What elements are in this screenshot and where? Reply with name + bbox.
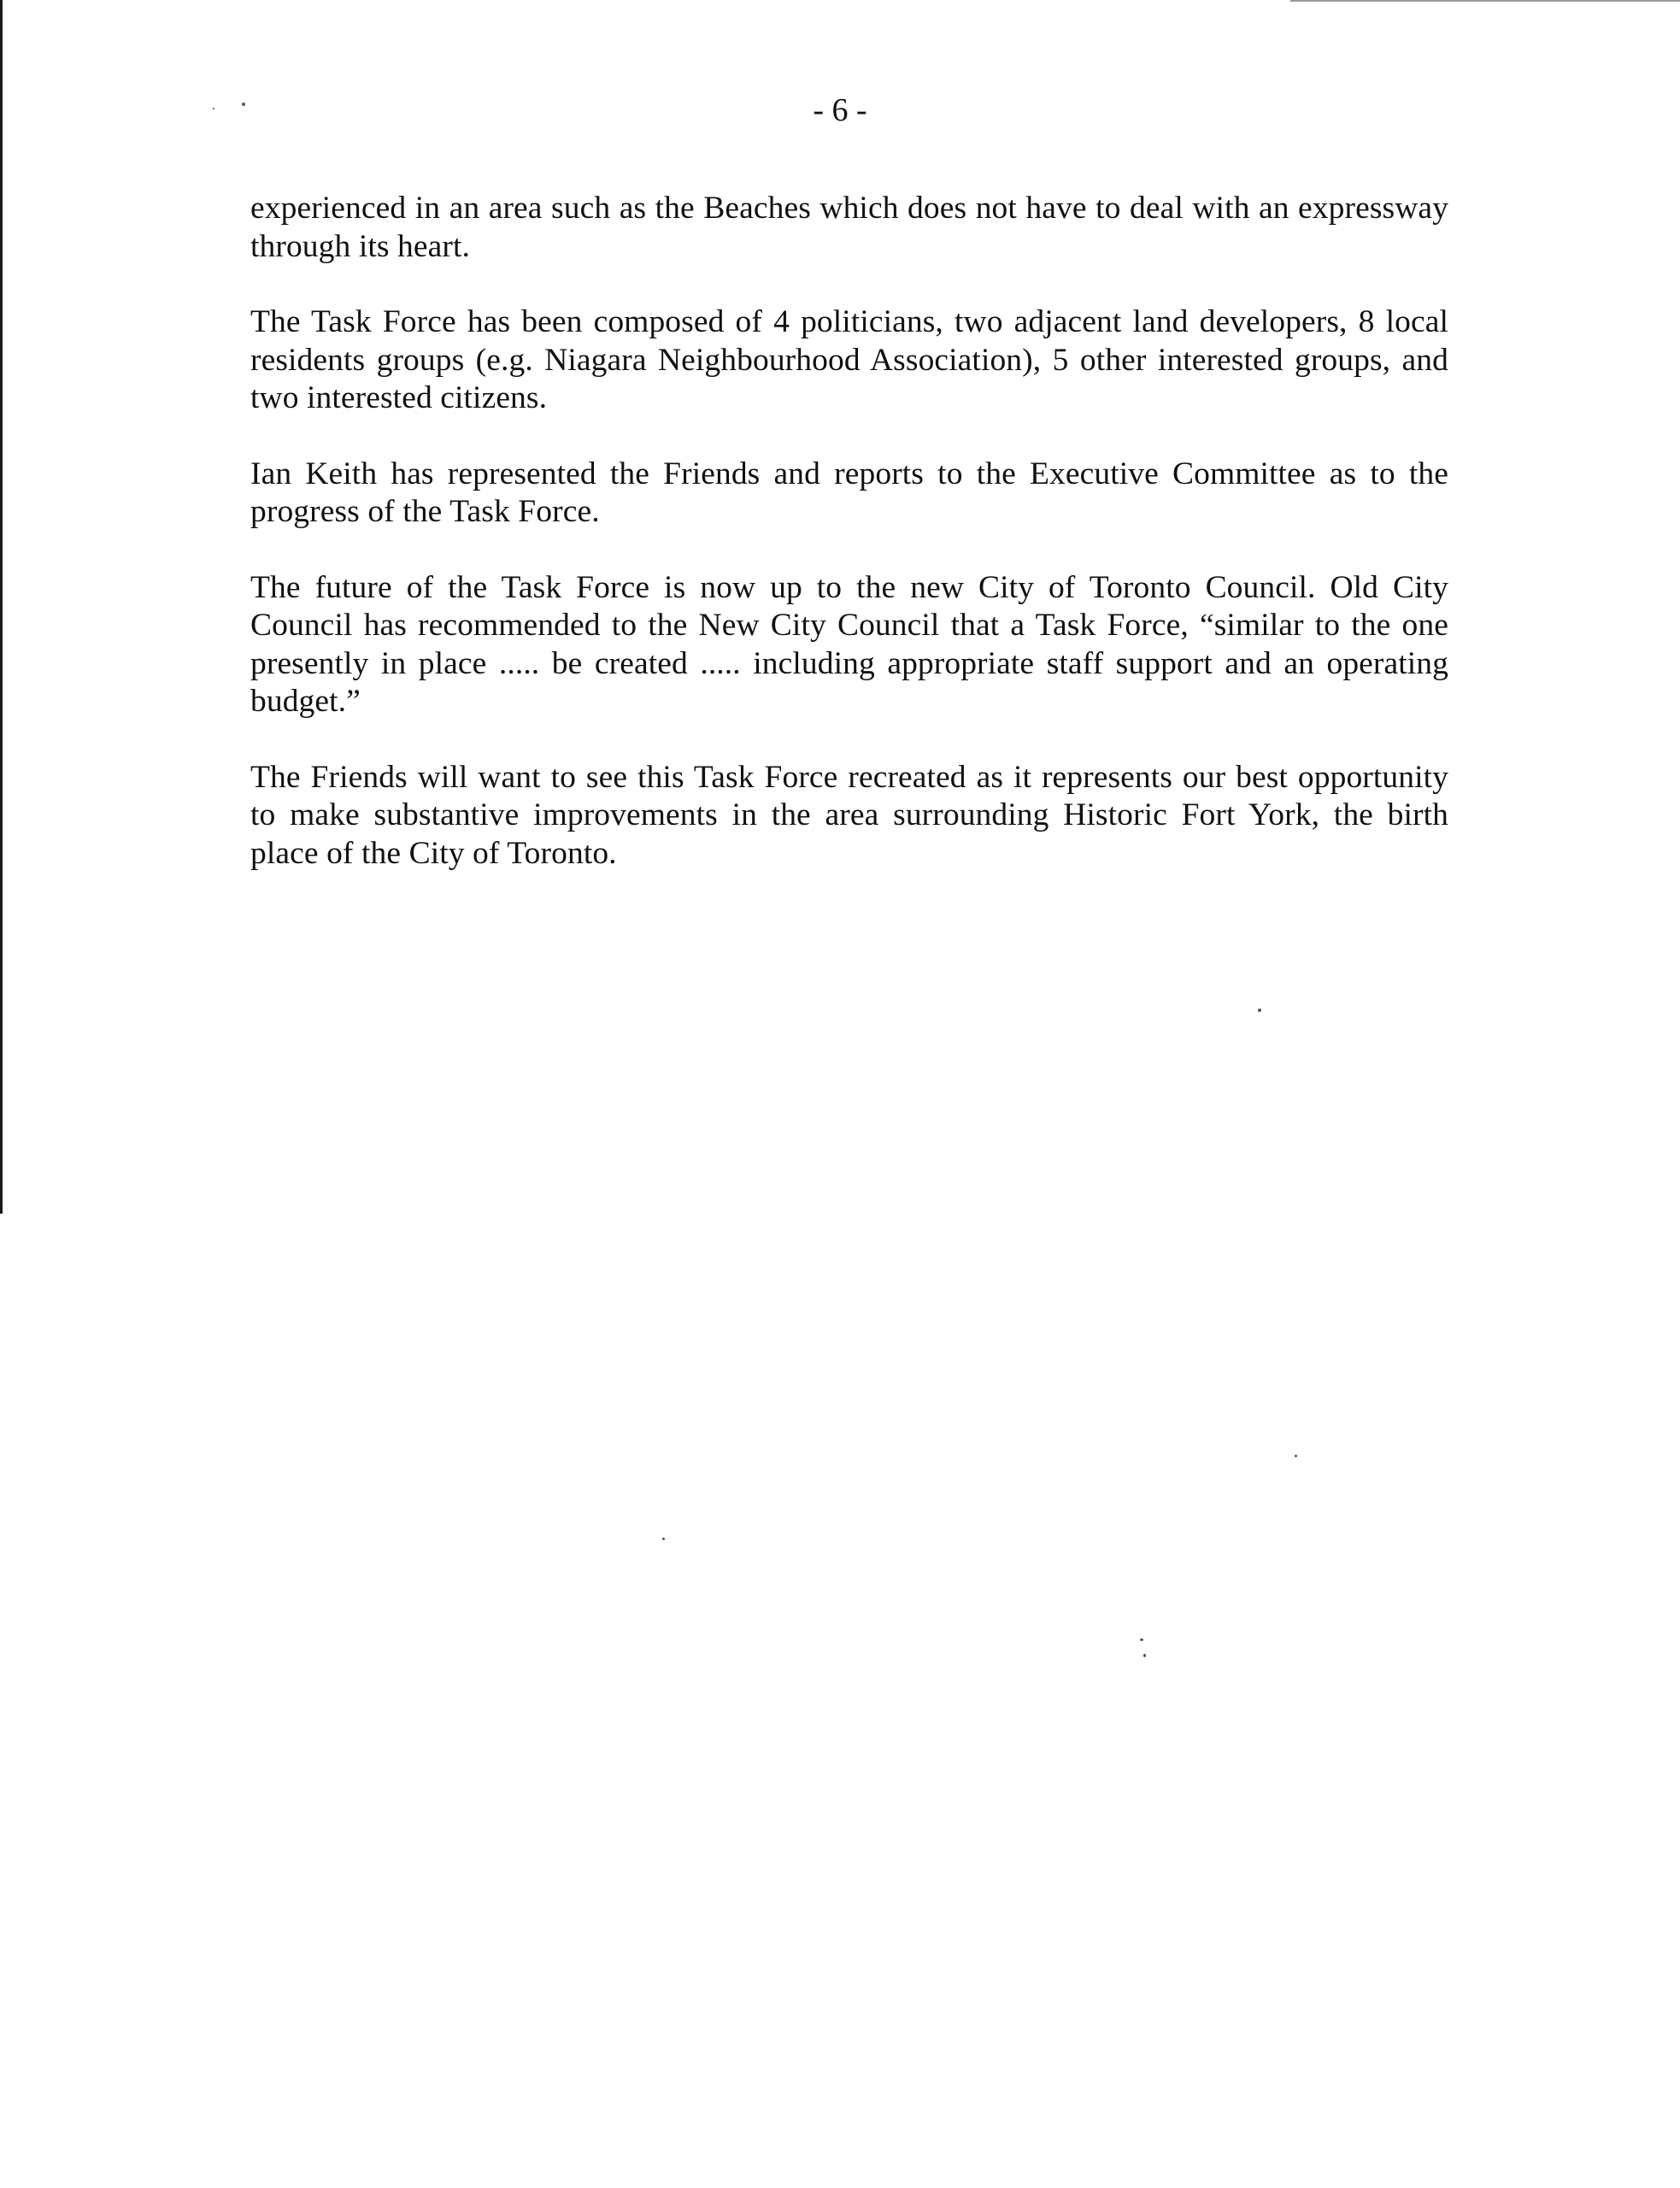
scan-speck	[662, 1538, 665, 1540]
scan-speck	[213, 108, 214, 109]
scan-speck	[1143, 1654, 1146, 1657]
scan-top-edge	[1290, 0, 1680, 2]
scan-speck	[242, 103, 245, 106]
paragraph-2: The Task Force has been composed of 4 politicians, two adjacent land developers, 8 local residents groups (e.g. Niagara Neighbourhood Association), 5 other interested groups, and two interested citizens.	[250, 304, 1448, 415]
page-number: - 6 -	[813, 92, 867, 128]
scan-left-edge	[0, 0, 3, 1214]
paragraph-4: The future of the Task Force is now up to the new City of Toronto Council. Old City Council has recommended to the New City Council that a Task Force, “similar to the one presently in place ..... be created ..... including appropriate staff support and an operating budget.”	[250, 569, 1448, 719]
paragraph-3: Ian Keith has represented the Friends and reports to the Executive Committee as to the progress of the Task Force.	[250, 456, 1448, 529]
scan-speck	[1140, 1638, 1143, 1641]
scan-speck	[1295, 1455, 1297, 1457]
body-text	[250, 190, 1448, 910]
paragraph-5: The Friends will want to see this Task Force recreated as it represents our best opportunity to make substantive improvements in the area surrounding Historic Fort York, the birth place of the City of Toronto.	[250, 759, 1448, 871]
paragraph-1: experienced in an area such as the Beaches which does not have to deal with an expressway through its heart.	[250, 191, 1448, 264]
scan-speck	[1258, 1009, 1261, 1012]
